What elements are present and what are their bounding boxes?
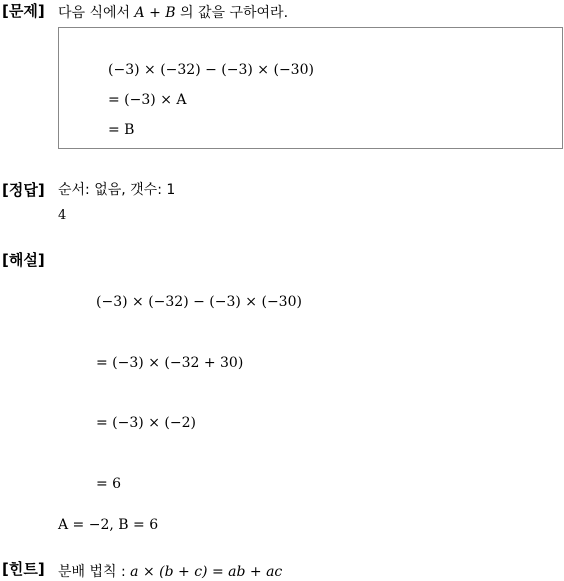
problem-box-line-2: = (−3) × A — [108, 92, 187, 108]
answer-meta: 순서: 없음, 갯수: 1 — [58, 182, 176, 198]
answer-label: [정답] — [2, 181, 45, 199]
problem-prompt-suffix: 의 값을 구하여라. — [175, 5, 289, 21]
problem-prompt — [58, 2, 288, 22]
hint-label: [힌트] — [2, 560, 45, 578]
solution-step-1: (−3) × (−32) − (−3) × (−30) — [96, 294, 302, 310]
solution-result: A = −2, B = 6 — [58, 517, 159, 533]
problem-label: [문제] — [2, 2, 45, 20]
solution-step-4: = 6 — [96, 476, 122, 492]
hint-text — [58, 561, 282, 581]
problem-box-line-3: = B — [108, 122, 135, 138]
hint-text-prefix: 분배 법칙 : — [58, 564, 131, 580]
hint-formula: a × (b + c) = ab + ac — [130, 564, 283, 580]
problem-box-line-1: (−3) × (−32) − (−3) × (−30) — [108, 62, 314, 78]
solution-step-3: = (−3) × (−2) — [96, 415, 196, 431]
solution-label: [해설] — [2, 251, 45, 269]
answer-value: 4 — [58, 208, 67, 223]
solution-step-2: = (−3) × (−32 + 30) — [96, 355, 244, 371]
problem-prompt-math: A + B — [134, 5, 176, 21]
problem-prompt-prefix: 다음 식에서 — [58, 5, 135, 21]
